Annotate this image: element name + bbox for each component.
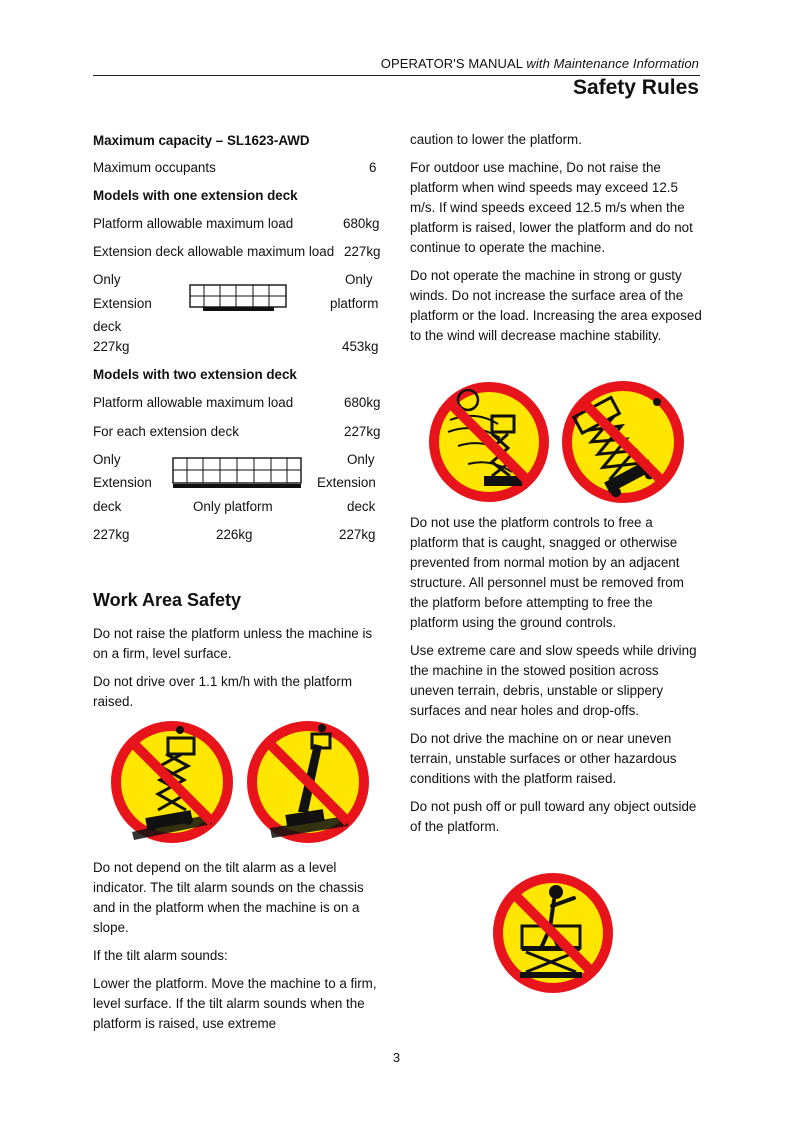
manual-title: OPERATOR'S MANUAL <box>380 56 527 71</box>
two-deck-left-line3: deck <box>93 499 122 514</box>
one-deck-platform-load-label: Platform allowable maximum load <box>93 216 294 231</box>
one-deck-right-line1: Only <box>345 272 373 287</box>
no-tilt-lift-icon <box>561 380 685 504</box>
two-deck-each-deck-value: 227kg <box>344 424 381 439</box>
no-wind-lift-icon <box>428 380 550 504</box>
work-area-p2: Do not drive over 1.1 km/h with the platform raised. <box>93 674 352 709</box>
work-area-p5: Lower the platform. Move the machine to a firm, level surface. If the tilt alarm sounds when the platform is raised, use extreme <box>93 976 377 1031</box>
work-area-p1: Do not raise the platform unless the machine is on a firm, level surface. <box>93 626 373 661</box>
one-deck-left-line2: Extension <box>93 296 152 311</box>
right-p1: caution to lower the platform. <box>410 132 582 147</box>
right-p5: Use extreme care and slow speeds while driving the machine in the stowed position across uneven terrain, debris, unstable or slippery surfaces and near holes and drop-offs. <box>410 643 697 718</box>
one-deck-right-line2: platform <box>330 296 379 311</box>
max-occupants-label: Maximum occupants <box>93 160 216 175</box>
right-p7: Do not push off or pull toward any object outside of the platform. <box>410 799 697 834</box>
two-deck-left-line2: Extension <box>93 475 152 490</box>
one-deck-left-line3: deck <box>93 319 122 334</box>
one-deck-left-value: 227kg <box>93 339 130 354</box>
one-deck-title: Models with one extension deck <box>93 188 298 203</box>
work-area-p4: If the tilt alarm sounds: <box>93 948 228 963</box>
no-scissor-lift-slope-icon <box>110 720 234 844</box>
max-occupants-value: 6 <box>369 160 377 175</box>
two-deck-center-label: Only platform <box>193 499 273 514</box>
manual-subtitle: with Maintenance Information <box>526 56 699 71</box>
two-deck-center-value: 226kg <box>216 527 253 542</box>
right-p3: Do not operate the machine in strong or gusty winds. Do not increase the surface area of the platform or the load. Increasing the area exposed to the wind will decrease machine stability. <box>410 268 702 343</box>
no-mast-lift-slope-icon <box>246 720 370 844</box>
work-area-text-bottom <box>93 858 385 1042</box>
two-deck-right-line1: Only <box>347 452 375 467</box>
right-column-text-top <box>410 130 702 354</box>
two-deck-right-value: 227kg <box>339 527 376 542</box>
right-p6: Do not drive the machine on or near uneven terrain, unstable surfaces or other hazardous conditions with the platform raised. <box>410 731 677 786</box>
one-deck-platform-diagram <box>189 284 287 314</box>
two-deck-platform-load-label: Platform allowable maximum load <box>93 395 294 410</box>
two-deck-right-line3: deck <box>347 499 376 514</box>
manual-header <box>381 56 699 71</box>
page-number: 3 <box>392 1050 401 1065</box>
two-deck-platform-load-value: 680kg <box>344 395 381 410</box>
two-deck-left-line1: Only <box>93 452 121 467</box>
work-area-text-top <box>93 624 383 720</box>
one-deck-extension-load-label: Extension deck allowable maximum load <box>93 244 335 259</box>
two-deck-title: Models with two extension deck <box>93 367 297 382</box>
capacity-title: Maximum capacity – SL1623-AWD <box>93 133 310 148</box>
work-area-title: Work Area Safety <box>93 590 242 610</box>
one-deck-right-value: 453kg <box>342 339 379 354</box>
no-push-pull-icon <box>492 872 614 994</box>
work-area-p3: Do not depend on the tilt alarm as a level indicator. The tilt alarm sounds on the chassis and in the platform when the machine is on a slope. <box>93 860 364 935</box>
two-deck-left-value: 227kg <box>93 527 130 542</box>
one-deck-platform-load-value: 680kg <box>343 216 380 231</box>
one-deck-left-line1: Only <box>93 272 121 287</box>
two-deck-right-line2: Extension <box>317 475 376 490</box>
right-p4: Do not use the platform controls to free a platform that is caught, snagged or otherwise prevented from normal motion by an adjacent structure. All personnel must be removed from the platform before attempting to free the platform using the ground controls. <box>410 515 684 630</box>
one-deck-extension-load-value: 227kg <box>344 244 381 259</box>
right-column-text-bottom <box>410 513 702 845</box>
section-title: Safety Rules <box>572 76 699 99</box>
two-deck-platform-diagram <box>172 457 302 491</box>
right-p2: For outdoor use machine, Do not raise the platform when wind speeds may exceed 12.5 m/s. If wind speeds exceed 12.5 m/s when the platform is raised, lower the platform and do not continue to operate the machine. <box>410 160 693 255</box>
two-deck-each-deck-label: For each extension deck <box>93 424 239 439</box>
